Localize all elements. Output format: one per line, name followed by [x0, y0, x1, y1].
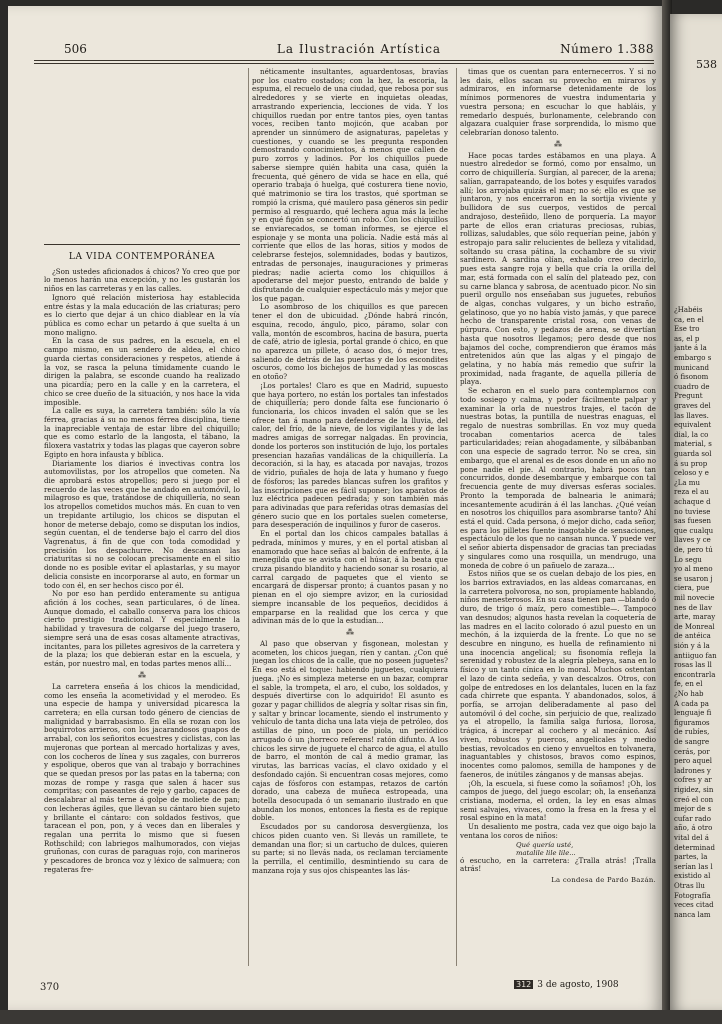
right-page-line: creó el con	[674, 795, 714, 804]
header-title: La Ilustración Artística	[276, 42, 442, 56]
right-page-line: guarda sol	[674, 450, 712, 458]
right-page-line: se usaron j	[674, 574, 713, 583]
right-page-line: mejor de s	[674, 805, 712, 814]
footer-date-text: 3 de agosto, 1908	[537, 980, 619, 990]
verse-line: matalile lile lile...	[516, 848, 576, 857]
header-rule-thin	[34, 63, 654, 64]
right-page-line: que cualqu	[674, 526, 714, 535]
paragraph: néticamente insultantes, aguardentosas, bravías por los cuatro costados; con la hez, la escoria, la espuma, el recuelo de una ciudad, que rebosa por sus alrededores y se vierte en inquietas oleadas, arrastrando experiencia, lecciones de vida. Y los chiquillos ruedan por entre tantos pies, oyen tantas voces, reciben tanto mojicón, que acaban por aprender un sinnúmero de asignaturas, papeletas y cuestiones, y cuando se les pregunta responden demostrando conocimientos, á menos que callen de puro zorros y ladinos. Por los chiquillos puede saberse siempre quién habita una casa, quién la frecuenta, qué género de vida se hace en ella, qué operario trabaja ó huelga, qué costurera tiene novio, qué matrimonio se tira los trastos, qué sportman se rompió la crisma, qué maulero pasa géneros sin pedir permiso al resguardo, qué lechera agua más la leche y en qué figón se concertó un robo. Con los chiquillos se enviarecados, se toman informes, se ejerce el espionaje y se monta una policía. Nadie está más al corriente que ellos de las horas, sitios y modos de celebrarse festejos, solemnidades, bodas y bautizos, entradas de personajes, inauguraciones y primeras piedras; nadie acierta como los chiquillos á apoderarse del mejor puesto, entrando de balde y disfrutando de cualquier espectáculo más y mejor que los que pagan.	[252, 68, 448, 303]
right-page-line: veces citad	[674, 901, 714, 910]
right-page-line: material, s	[674, 440, 712, 449]
footer-page-number: 370	[40, 982, 60, 993]
column-3	[460, 68, 656, 966]
paragraph: Estos niños que se os cuelan debajo de los pies, en los barrios extraviados, en las aldeas comarcanas, en la carretera polvorosa, no son, propiamente hablando, niños menesterosos. En su casa tienen pan —blando ó duro, de trigo ó maíz, pero comestible—. Tampoco van desnudos; algunos hasta revelan la coquetería de las madres en el lacito colorado ó azul puesto en un mechón, á la izquierda de la frente. Lo que no se descubre en ninguno, es huella de refinamiento ni una inocencia angelical; su fisonomía refleja la serenidad y robustez de la alegría plebeya, sana en lo físico y un tanto cínica en lo moral. Muchos ostentan el lazo de cinta sedeña, y van descalzos. Otros, con golpe de entredoses en los delantales, lucen en la faz cada chirrete que espanta. Y abandonados, solos, á porfía, se arrojan deliberadamente al paso del automóvil ó del coche, sin perjuicio de que, realizado ya el atropello, la familia salga furiosa, llorosa, trágica, á increpar al cochero y al mecánico. Así viven, robustos y puercos, angelicales y medio bestias, revolcados en cieno y envueltos en tolvanera, inaguantables y chistosos, bravos como espinos, inocentes como palomos, semilla de hampones y de faeneros, de inútiles zánganos y de mansas abejas.	[460, 569, 656, 779]
right-page-line: achaque d	[674, 498, 711, 506]
paragraph: En el portal dan los chicos campales batallas á pedrada, mínimos y mures, y en el portal atisban al enamorado que hace señas al balcón de enfrente, á la menegilda que se avista con el húsar, á la beata que cruza pisando blandito y haciendo sonar su rosario, al carral cargado de paquetes que el viento se encargará de dispersar pronto; á cuantos pasan y no pienan en el ojo siempre avizor, en la curiosidad siempre incansable de los pequeños, decididos á emparparse en la realidad que los cerca y que adivinan más de lo que la estudian...	[252, 529, 448, 626]
paragraph: Hace pocas tardes estábamos en una playa. A nuestro alrededor se formó, como por ensalmo, un corro de chiquillería. Surgían, al parecer, de la arena; salían, garrapateando, de los botes y esquifes varados allí; los arrojaba quizás el mar; no sé; ello es que se juntaron, y nos encerraron en la sortija viviente y bullidora de sus cuerpos, vestidos de percal andrajoso, desteñido, lleno de porquería. La mayor parte de ellos eran criaturas preciosas, rubias, rollizas, saludables, que sólo requerían peine, jabón y estropajo para salir relucientes de belleza y vitalidad, soltando su crasa pátina, la cochambre de su vivir sardinero. A sardina olían, exhalado creo decirlo, pues esta sangre roja y bella que cría la orilla del mar, está formada con el salín del plateado pez, con su carne blanca y sabrosa, de acentuado picor. No sin pueril orgullo nos enseñaban sus juguetes, rebuños de algas, conchas vulgares, y un bicho estraño, gelatinoso, que yo no había visto jamás, y que parece hecho de transparente cristal rosa, con venas de púrpura. Con esto, y pedazos de arena, se divertían hasta que nosotros llegamos; pero desde que nos bajamos del coche, comprendieron que éramos más entretenidos aún que las algas y el pingajo de gelatina, y no había más remedio que sufrir la proximidad, nada fragante, de aquella pillería de playa.	[460, 150, 656, 387]
column-divider	[456, 68, 457, 966]
right-page-line: graves del	[674, 402, 711, 410]
right-page-line: nanca lam	[674, 910, 711, 919]
right-page-line: reza el au	[674, 488, 709, 497]
right-page-line: rigidez, sin	[674, 786, 714, 794]
paragraph: Lo asombroso de los chiquillos es que parecen tener el don de ubicuidad. ¿Dónde habrá rincón, esquina, recodo, ángulo, pico, páramo, solar con valla, montón de escombros, hacina de basura, puerta de café, atrio de iglesia, portal grande ó chico, en que no aparezca un pillete, ó acaso dos, ó mejor tres, saliendo de detrás de las puertas y de los escondites oscuros, como los bichejos de humedad y las moscas en otoño?	[252, 302, 448, 382]
header-rule	[34, 60, 654, 61]
right-page-line: cufar rado	[674, 814, 711, 823]
right-page-line: fe, en el	[674, 680, 703, 689]
column-1	[44, 68, 240, 966]
paragraph: Ignoro qué relación misteriosa hay establecida entre éstas y la mala educación de las criaturas; pero es lo cierto que dejar á un chico diablear en la vía pública es como echar un petardo á que suelta á un mono maligno.	[44, 292, 240, 337]
right-page-line: jante á la	[674, 344, 707, 353]
footer-badge: 312	[516, 980, 532, 989]
paragraph: Escudados por su candorosa desvergüenza, los chicos piden cuanto ven. Si llevás un ramillete, te demandan una flor; si un cartucho de dulces, quieren su parte; si no llevás nada, os reclaman terciamente la perrilla, el centimillo, desmintiendo su cara de manzana roja y sus ojos chispeantes las lás-	[252, 822, 448, 875]
right-page	[670, 14, 722, 1010]
right-page-line: equivalent	[674, 421, 712, 430]
right-page-line: mil novecie	[674, 594, 715, 602]
right-page-line: Otras llu	[674, 882, 705, 890]
right-page-line: no tuviese	[674, 507, 711, 516]
right-page-line: de antéica	[674, 632, 711, 641]
right-page-line: celoso y e	[674, 469, 709, 478]
right-page-line: llaves y ce	[674, 536, 711, 545]
right-page-line: figuramos	[674, 718, 710, 727]
right-page-line: arte, maray	[674, 613, 716, 622]
right-page-line: rosas las ll	[674, 661, 712, 670]
section-separator: ⁂	[138, 670, 146, 680]
section-rule	[44, 244, 240, 245]
right-page-line: de, pero tú	[674, 546, 713, 554]
right-page-line: serían las l	[674, 862, 713, 871]
right-page-line: partes, la	[674, 853, 708, 862]
closing-line: ó escucho, en la carretera: ¿Tralla atrás! ¡Tralla atrás!	[460, 855, 656, 874]
column-divider	[248, 68, 249, 966]
right-page-line: cuadro de	[674, 382, 710, 391]
right-page-line: cofres y ar	[674, 776, 712, 785]
right-page-line: Fotografía	[674, 891, 711, 900]
paragraph: La calle es suya, la carretera también: sólo la vía férrea, gracias á su no menos férrea disciplina, tiene la inapreciable ventaja de estar libre del chiquillo; que es como estarlo de la langosta, el tábano, la filoxera vastatrix y todas las plagas que cayeron sobre Egipto en hora infausta y bíblica.	[44, 406, 240, 459]
right-page-line: A cada pa	[674, 699, 709, 708]
paragraph: ¿Son ustedes aficionados á chicos? Yo creo que por lo menos harán una excepción, y no les gustarán los niños en las carreteras y en las calles.	[44, 266, 240, 294]
paragraph: timas que os cuentan para enternecerros. Y si no les dais, ellos sacan su provecho en miraros y admiraros, en informarse detenidamente de los mínimos pormenores de vuestra indumentaria y vuestra persona; en escuchar lo que habláis, y remedarlo después, burlonamente, celebrando con algazara cualquier frase sorprendida, lo mismo que celebrarían donoso talento.	[460, 68, 656, 138]
section-title: LA VIDA CONTEMPORÁNEA	[68, 252, 216, 262]
right-page-line: Pregunt	[674, 392, 703, 401]
right-page-line: antiiguo fan	[674, 651, 717, 660]
right-page-line: cerás, por	[674, 747, 710, 756]
song-verse	[460, 841, 656, 857]
header-page-number: 506	[64, 42, 87, 56]
right-page-line: as, el p	[674, 334, 700, 343]
right-page-line: existido al	[674, 872, 711, 881]
right-page-line: ¿No hab	[674, 690, 704, 698]
column-1-top-space	[44, 68, 240, 244]
right-page-line: determinad	[674, 843, 715, 852]
right-page-line: ¿Habéis	[674, 306, 703, 314]
column-1-body	[44, 268, 240, 669]
column-1-body-continued	[44, 683, 240, 875]
right-page-line: de rubíes,	[674, 728, 710, 737]
column-2-body	[252, 68, 448, 626]
paragraph: Se echaron en el suelo para contemplarnos con todo sosiego y calma, y poder fácilmente palpar y examinar la orla de nuestros trajes, el tacón de nuestras botas, la puntilla de nuestras enaguas, el regalo de nuestras sombrillas. En voz muy queda trocaban comentarios acerca de tales particularidades; reían ahogadamente, y silbábanban con una especie de sagrado terror. No se crea, sin embargo, que el arenal es de esos donde en un año no pone nadie el pie. Al contrario, habrá pocos tan concurridos, donde desembarque y embarque con tal frecuencia gente de muy diversas esferas sociales. Pronto la temporada de balnearia le animará; incesantemente acudirán á él las lanchas. ¿Qué veían en nosotros los chiquillos para asombrarse tanto? Ahí está el quid. Cada persona, ó mejor dicho, cada señor, es para los pilletes fuente inagotable de sensaciones, espectáculo de los que no cansan nunca. Y puede ver el señor abierta dispensador de gracias tan preciadas y singulares como una rosquilla, un mendrugo, una moneda de cobre ó un pañuelo de zaraza...	[460, 386, 656, 570]
paragraph: Diariamente los diarios é invectivas contra los automovilistas, por los atropellos que cometen. Na die aprobará estos atropellos; pero si juego por el recuerdo de las veces que he andado en automóvil, lo milagroso es que, tratándose de chiquillería, no sean los atropellos cometidos muchos más. En cuan to ven un trepidante artilugio, los chicos se disputan el honor de meterse debajo, como se disputan los indios, según cuentan, el de tenderse bajo el carro del dios Vagrenatus, á fin de que con toda comodidad y precisión los despachurre. No descansan las criaturitas si no se colocan precisamente en el sitio donde no es posible evitar el aplastarlas, y su mayor delicia consiste en incorporarse al auto, en formar un todo con él, en ser hechos cisco por él.	[44, 458, 240, 590]
right-page-line: ciera, pue	[674, 584, 710, 593]
right-page-line: Ese tro	[674, 325, 700, 334]
right-page-line: de Monreal	[674, 622, 715, 631]
right-page-line: embargo s	[674, 354, 712, 362]
right-page-line: Lo segu	[674, 555, 702, 564]
paragraph: ¡Oh, la escuela, si fuese como la soñamos! ¡Oh, los campos de juego, del juego escolar; oh, la enseñanza cristiana, moderna, el orden, la ley en esas almas semi salvajes, vivaces, como la fresa en la fresa y el rosal espino en la mata!	[460, 778, 656, 823]
paragraph: En la casa de sus padres, en la escuela, en el campo mismo, en un sendero de aldea, el chico guarda ciertas consideraciones y respetos, atiende á la voz, se rasca la peluna tímidamente cuando le dirigen la palabra, se esconde cuando ha realizado una picardía; pero en la calle y en la carretera, el chico se cree dueño de la situación, y nos hace la vida imposible.	[44, 336, 240, 407]
right-page-line: ¿La mu	[674, 478, 700, 487]
section-separator: ⁂	[554, 139, 562, 149]
right-page-line: año, á otro	[674, 824, 713, 833]
author-signature: La condesa de Pardo Bazán.	[551, 875, 656, 884]
right-page-line: vital del á	[674, 834, 709, 842]
header-issue-number: Número 1.388	[560, 42, 654, 56]
column-3-body-continued	[460, 152, 656, 841]
right-page-line: ó fisonom	[674, 373, 709, 382]
paragraph: La carretera enseña á los chicos la mendicidad, como les enseña la acometividad y el merodeo. Es una especie de hampa y universidad picaresca la carretera; en ella cursan todo género de ciencias de malignidad y barrabasismo. En ella se rozan con los boquirrotos arrieros, con los jacarandosos guapos de arrabal, con los señoritos ecuestres y ciclistas, con las mujeronas que portean al mercado hortalizas y aves, con los cocheros de línea y sus zagales, con burreros y espolique, oberos que van al trabajo y borrachines que se quedan presos por las patas en la taberna; con mozas de rompe y rasga que salen á hacer sus compritas; con paseantes de rejo y garbo, capaces de descalabrar al más terne á golpe de moliete de pan; con lecheras ágiles, que llevan su cántaro bien sujeto y brillante el cántaro: con soldados festivos, que taracean el pon, pon, y á veces dan en liberales y regalan una perrita lo mismo que si fuesen Rothschild; con labriegos malhumorados, con viejas gruñonas, con curas de paraguas rojo, con marineros y pescadores de bronca voz y léxico de salmuera; con regateras fre-	[44, 681, 240, 874]
paragraph: No por eso han perdido enteramente su antigua afición á los coches, sean particulares, ó de línea. Aunque domado, el caballo conserva para los chicos cierto prestigio tradicional. Y especialmente la habilidad y travesura de colgarse del juego trasero, siempre será una de esas cosas altamente atractivas, incitantes, para los pilletes agresivos de la carretera y de la plaza; los que debieran estar en la escuela, y están, por nuestro mal, en todas partes menos allí...	[44, 589, 240, 669]
scan-bottom-edge	[0, 1010, 722, 1024]
paragraph: Al paso que observan y fisgonean, molestan y acometen, los chicos juegan, ríen y cantan. ¿Con qué juegan los chicos de la calle, que no poseen juguetes? En eso está el toque: habiendo juguetes, cualquiera juega. ¡No es simpleza meterse en un bazar, comprar el sable, la trompeta, el aro, el cubo, los soldados, y después divertirse con lo adquirido! El asunto es gozar y pagar chillidos de alegría y soltar risas sin fin, y saltar y brincar locamente, siendo el instrumento y vehículo de tanta dicha una lata vieja de petróleo, dos astillas de pino, un poco de piola, un periódico arrugado ó un ¡horreco referens! ratón difunto. A los chicos les sirve de juguete el charco de agua, el atullo de barro, el montón de cal á medio gramar, las virutas, las barricas vacías, el clavo oxidado y el desfondado cajón. Si encuentran cosas mejores, como cajas de fósforos con estampas, retazos de cartón dorado, una cabeza de muñeca estropeada, una botella desocupada ó un semanario ilustrado en que abundan los monos, entonces la fiesta es de repique doble.	[252, 639, 448, 823]
verse-line: Qué quería usté,	[516, 840, 574, 849]
right-page-line: ladrones y	[674, 766, 711, 775]
paragraph: Un desaliento me postra, cada vez que oigo bajo la ventana los coros de niños:	[460, 822, 656, 840]
right-page-line: municand	[674, 363, 709, 372]
column-2-body-continued	[252, 640, 448, 875]
right-page-line: encontrarla	[674, 670, 716, 679]
paragraph: ¡Los portales! Claro es que en Madrid, supuesto que haya portero, no están los portales tan infestados de chiquillería; pero donde falta ese funcionario ó funcionaria, los chicos invaden el salón que se les ofrece tan á mano para defenderse de la lluvia, del calor, del frío, de la nieve, de los vigilantes y de las madres amigas de sorregar nalgadas. En provincia, donde los porteros son institución de lujo, los portales presencian hazañas vandálicas de la chiquillería. La decoración, si la hay, es atacada por navajas, trozos de vidrio, puñales de hoja de lata y humano y fuego de fósforos; las paredes blancas sufren los grafitos y las inscripciones que es fácil suponer; los aparatos de luz eléctrica padecen pedrada; y son también más para adivinadas que para referidas otras demasías del género sucio que en los portales suelen cometerse, para desesperación de inquilinos y furor de caseros.	[252, 380, 448, 530]
right-page-line: de sangre	[674, 738, 710, 746]
column-3-body	[460, 68, 656, 138]
right-page-line: ca, en el	[674, 315, 704, 324]
right-page-line: sas fuesen	[674, 517, 712, 526]
right-page-line: lenguaje fi	[674, 709, 712, 718]
column-2	[252, 68, 448, 966]
right-page-line: dial, la co	[674, 430, 709, 439]
right-page-line: yo al meno	[674, 565, 713, 574]
section-separator: ⁂	[346, 628, 354, 637]
right-page-line: las llaves.	[674, 411, 709, 420]
right-page-line: á su prop	[674, 459, 708, 468]
right-page-number: 538	[696, 58, 717, 71]
right-page-line: pero aquel	[674, 757, 712, 766]
right-page-line: nes de llav	[674, 603, 712, 612]
footer-date	[514, 980, 619, 990]
right-page-line: sión y á la	[674, 642, 710, 650]
